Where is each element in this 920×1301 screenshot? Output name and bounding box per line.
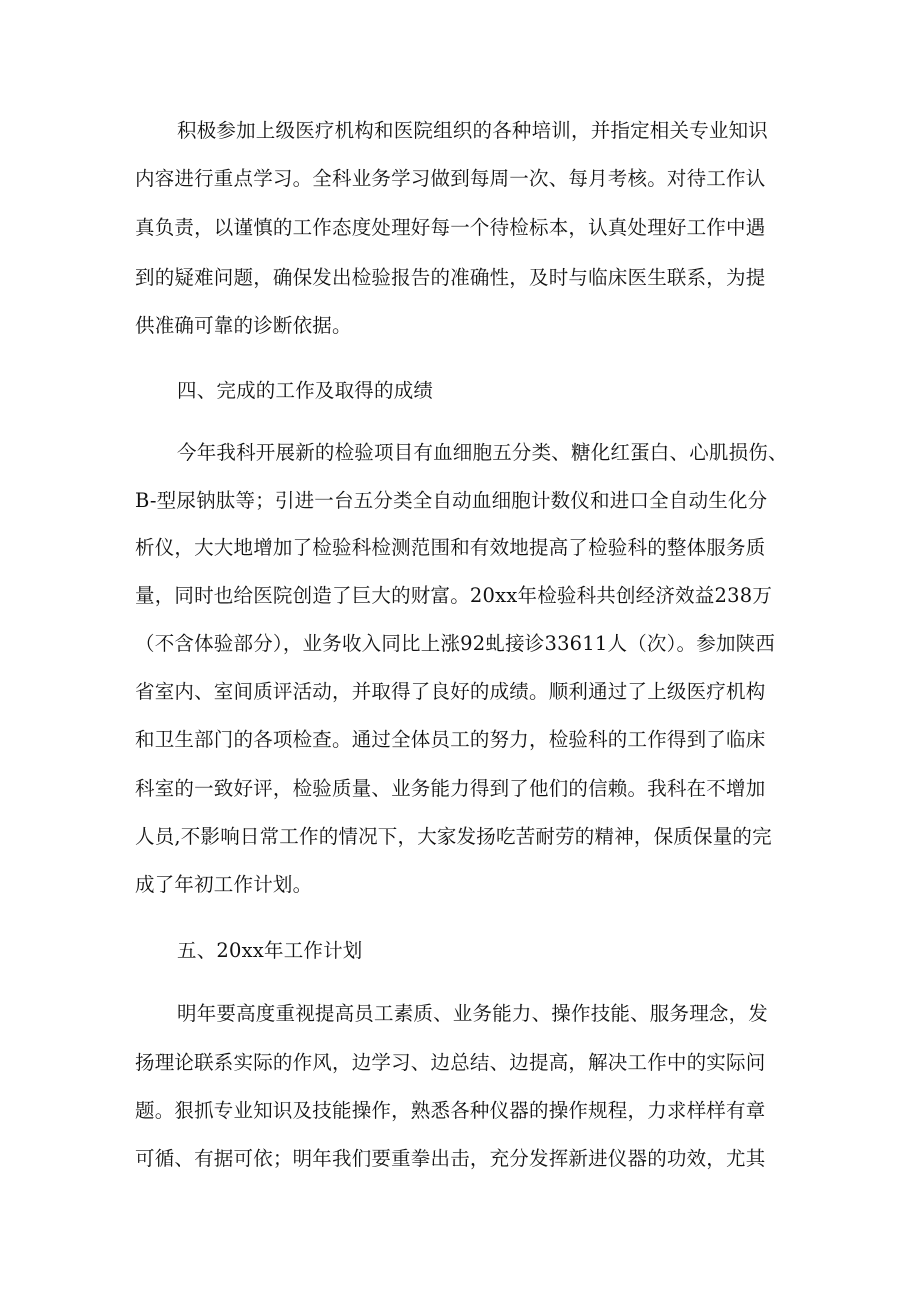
paragraph-1-line-5: 供准确可靠的诊断依据。 [135, 314, 352, 337]
paragraph-2-line-5: （不含体验部分），业务收入同比上涨92虬接诊33611人（次）。参加陕西 [135, 632, 776, 655]
paragraph-2-line-7: 和卫生部门的各项检查。通过全体员工的努力，检验科的工作得到了临床 [135, 728, 766, 751]
paragraph-2-line-4: 量，同时也给医院创造了巨大的财富。20xx年检验科共创经济效益238万 [135, 584, 773, 607]
paragraph-1-line-4: 到的疑难问题，确保发出检验报告的准确性，及时与临床医生联系，为提 [135, 266, 766, 289]
paragraph-3-line-2: 扬理论联系实际的作风，边学习、边总结、边提高，解决工作中的实际问 [135, 1051, 766, 1074]
paragraph-2-line-10: 成了年初工作计划。 [135, 873, 313, 896]
paragraph-2-line-1: 今年我科开展新的检验项目有血细胞五分类、糖化红蛋白、心肌损伤、 [177, 441, 788, 464]
paragraph-2-line-3: 析仪，大大地增加了检验科检测范围和有效地提高了检验科的整体服务质 [135, 536, 766, 559]
paragraph-1-line-1: 积极参加上级医疗机构和医院组织的各种培训，并指定相关专业知识 [177, 119, 769, 142]
paragraph-3-line-3: 题。狠抓专业知识及技能操作，熟悉各种仪器的操作规程，力求样样有章 [135, 1099, 766, 1122]
paragraph-2-line-9: 人员,不影响日常工作的情况下，大家发扬吃苦耐劳的精神，保质保量的完 [135, 825, 772, 848]
paragraph-1-line-3: 真负责，以谨慎的工作态度处理好每一个待检标本，认真处理好工作中遇 [135, 216, 766, 239]
paragraph-3-line-1: 明年要高度重视提高员工素质、业务能力、操作技能、服务理念，发 [177, 1002, 769, 1025]
section-heading-4: 四、完成的工作及取得的成绩 [177, 379, 434, 402]
paragraph-1-line-2: 内容进行重点学习。全科业务学习做到每周一次、每月考核。对待工作认 [135, 167, 766, 190]
paragraph-2-line-6: 省室内、室间质评活动，并取得了良好的成绩。顺利通过了上级医疗机构 [135, 680, 766, 703]
paragraph-2-line-2: B-型尿钠肽等；引进一台五分类全自动血细胞计数仪和进口全自动生化分 [135, 489, 768, 512]
section-heading-5: 五、20xx年工作计划 [177, 939, 363, 962]
paragraph-3-line-4: 可循、有据可依；明年我们要重拳出击，充分发挥新进仪器的功效，尤其 [135, 1147, 766, 1170]
paragraph-2-line-8: 科室的一致好评，检验质量、业务能力得到了他们的信赖。我科在不增加 [135, 777, 766, 800]
